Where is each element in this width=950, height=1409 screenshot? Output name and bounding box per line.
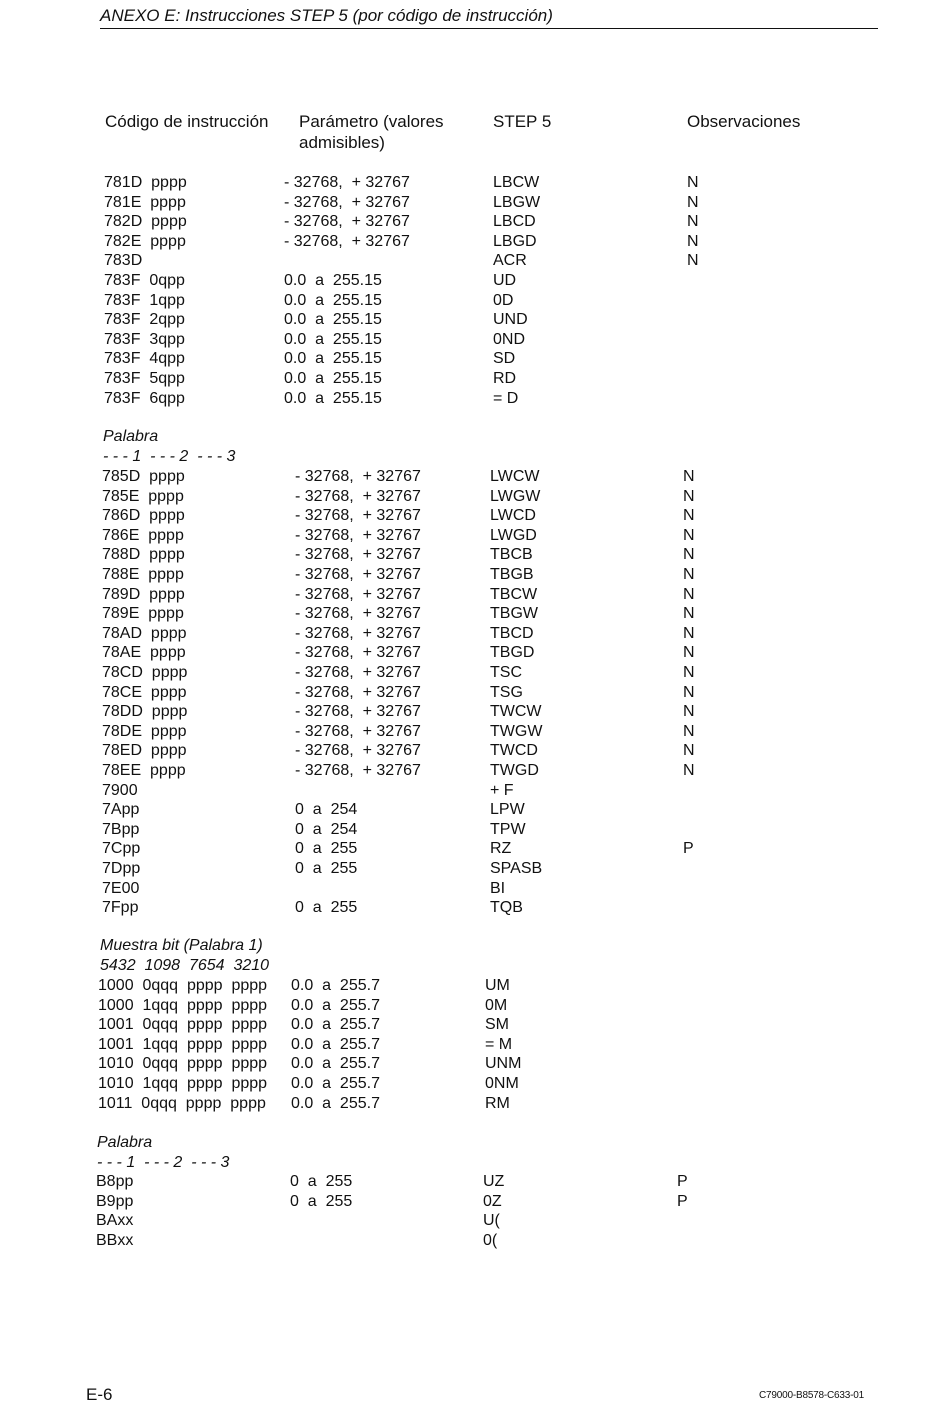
code-cell: 7Cpp <box>102 840 141 858</box>
obs-cell: N <box>683 566 695 583</box>
param-cell: 0.0 a 255.15 <box>284 330 382 348</box>
obs-cell: N <box>683 605 695 623</box>
param-cell: 0.0 a 255.15 <box>284 370 382 387</box>
step5-cell: UD <box>493 272 517 289</box>
step5-cell: TBGW <box>490 605 538 623</box>
column-header-code: Código de instrucción <box>105 112 269 131</box>
section-label-palabra: Palabra <box>103 428 159 445</box>
step5-cell: + F <box>490 781 514 799</box>
column-header-param-line2: admisibles) <box>299 133 385 152</box>
obs-cell: N <box>687 252 699 270</box>
table-row <box>0 741 950 761</box>
param-cell: 0.0 a 255.7 <box>291 1075 380 1092</box>
param-cell: - 32768, + 32767 <box>295 703 421 721</box>
code-cell: 78DD pppp <box>102 703 188 721</box>
code-cell: 1010 0qqq pppp pppp <box>98 1055 268 1073</box>
table-row <box>0 624 950 644</box>
param-cell: - 32768, + 32767 <box>284 213 410 231</box>
step5-cell: RD <box>493 370 517 387</box>
table-row <box>0 526 950 546</box>
step5-cell: TQB <box>490 899 523 917</box>
step5-cell: SM <box>485 1016 509 1034</box>
param-cell: - 32768, + 32767 <box>295 664 421 681</box>
param-cell: - 32768, + 32767 <box>295 487 421 505</box>
step5-cell: = M <box>485 1035 513 1053</box>
obs-cell: N <box>683 664 695 681</box>
step5-cell: TBCW <box>490 585 538 603</box>
obs-cell: N <box>683 624 695 642</box>
code-cell: 783F 0qpp <box>104 272 185 289</box>
step5-cell: UNM <box>485 1055 522 1073</box>
step5-cell: TPW <box>490 820 526 838</box>
step5-cell: 0Z <box>483 1192 502 1210</box>
step5-cell: TBGD <box>490 644 535 662</box>
table-row <box>0 330 950 350</box>
step5-cell: LBGW <box>493 193 541 211</box>
param-cell: 0.0 a 255.7 <box>291 1035 380 1053</box>
table-row <box>0 879 950 899</box>
table-row <box>0 1074 950 1094</box>
obs-cell: P <box>683 840 694 858</box>
code-cell: 7App <box>102 801 140 819</box>
table-row <box>0 173 950 193</box>
code-cell: 789E pppp <box>102 605 184 623</box>
document-number: C79000-B8578-C633-01 <box>759 1390 864 1401</box>
code-cell: 783D <box>104 252 143 270</box>
code-cell: 1001 1qqq pppp pppp <box>98 1035 268 1053</box>
param-cell: 0 a 255 <box>290 1173 353 1190</box>
obs-cell: N <box>683 722 695 740</box>
step5-cell: RM <box>485 1094 510 1112</box>
obs-cell: N <box>683 487 695 505</box>
step5-cell: = D <box>493 389 519 407</box>
section-label-bit-numbers: 5432 1098 7654 3210 <box>100 957 270 974</box>
param-cell: - 32768, + 32767 <box>295 566 421 583</box>
step5-cell: TWGW <box>490 722 543 740</box>
column-header-param <box>299 111 444 153</box>
step5-cell: TBCD <box>490 624 534 642</box>
step5-cell: TWCW <box>490 703 542 721</box>
step5-cell: TBGB <box>490 566 534 583</box>
code-cell: 785D pppp <box>102 468 185 485</box>
step5-cell: 0NM <box>485 1075 519 1092</box>
table-row <box>0 702 950 722</box>
table-row <box>0 1094 950 1114</box>
obs-cell: P <box>677 1192 688 1210</box>
code-cell: B8pp <box>96 1173 134 1190</box>
table-row <box>0 585 950 605</box>
code-cell: 1010 1qqq pppp pppp <box>98 1075 268 1092</box>
step5-cell: TWGD <box>490 762 539 779</box>
table-row <box>0 1054 950 1074</box>
table-row <box>0 232 950 252</box>
table-row <box>0 781 950 801</box>
table-row <box>0 291 950 311</box>
param-cell: - 32768, + 32767 <box>295 683 421 701</box>
code-cell: 78DE pppp <box>102 722 187 740</box>
table-row <box>0 506 950 526</box>
code-cell: 789D pppp <box>102 585 185 603</box>
table-row <box>0 643 950 663</box>
step5-cell: ACR <box>493 252 527 270</box>
obs-cell: N <box>683 644 695 662</box>
code-cell: 78AD pppp <box>102 624 187 642</box>
obs-cell: N <box>683 468 695 485</box>
obs-cell: N <box>683 546 695 564</box>
code-cell: 1000 1qqq pppp pppp <box>98 996 268 1014</box>
obs-cell: N <box>683 762 695 779</box>
code-cell: 78CE pppp <box>102 683 187 701</box>
step5-cell: TWCD <box>490 742 538 760</box>
param-cell: 0.0 a 255.15 <box>284 291 382 309</box>
table-row <box>0 487 950 507</box>
table-row <box>0 820 950 840</box>
code-cell: 781D pppp <box>104 174 187 191</box>
section-label-palabra-2: Palabra <box>97 1134 153 1151</box>
step5-cell: SD <box>493 350 516 368</box>
param-cell: 0.0 a 255.15 <box>284 311 382 329</box>
param-cell: 0.0 a 255.15 <box>284 272 382 289</box>
step5-cell: UM <box>485 977 510 994</box>
code-cell: 1001 0qqq pppp pppp <box>98 1016 268 1034</box>
param-cell: 0.0 a 255.7 <box>291 1094 380 1112</box>
obs-cell: N <box>687 213 699 231</box>
param-cell: 0.0 a 255.7 <box>291 1016 380 1034</box>
step5-cell: TBCB <box>490 546 533 564</box>
param-cell: 0.0 a 255.7 <box>291 977 380 994</box>
table-row <box>0 193 950 213</box>
obs-cell: N <box>687 193 699 211</box>
table-row <box>0 1192 950 1212</box>
param-cell: - 32768, + 32767 <box>284 193 410 211</box>
code-cell: 781E pppp <box>104 193 186 211</box>
param-cell: - 32768, + 32767 <box>284 174 410 191</box>
code-cell: 785E pppp <box>102 487 184 505</box>
param-cell: - 32768, + 32767 <box>284 232 410 250</box>
section-label-bit-pattern: Muestra bit (Palabra 1) <box>100 937 263 954</box>
param-cell: 0.0 a 255.15 <box>284 350 382 368</box>
table-row <box>0 663 950 683</box>
param-cell: - 32768, + 32767 <box>295 605 421 623</box>
table-row <box>0 722 950 742</box>
code-cell: 78AE pppp <box>102 644 186 662</box>
step5-cell: 0( <box>483 1231 498 1249</box>
code-cell: 783F 2qpp <box>104 311 185 329</box>
step5-cell: UND <box>493 311 528 329</box>
code-cell: 783F 5qpp <box>104 370 185 387</box>
step5-cell: LWGD <box>490 526 537 544</box>
step5-cell: LWCW <box>490 468 540 485</box>
table-row <box>0 271 950 291</box>
step5-cell: TSC <box>490 664 522 681</box>
column-header-step5: STEP 5 <box>493 112 552 131</box>
column-header-observaciones: Observaciones <box>687 112 801 131</box>
param-cell: - 32768, + 32767 <box>295 507 421 525</box>
code-cell: 7E00 <box>102 879 140 897</box>
code-cell: 786E pppp <box>102 526 184 544</box>
step5-cell: LBCD <box>493 213 536 231</box>
table-row <box>0 1231 950 1251</box>
step5-cell: BI <box>490 879 506 897</box>
table-row <box>0 976 950 996</box>
code-cell: 783F 3qpp <box>104 330 185 348</box>
param-cell: - 32768, + 32767 <box>295 762 421 779</box>
section-label-word-positions: - - - 1 - - - 2 - - - 3 <box>103 448 236 465</box>
table-row <box>0 251 950 271</box>
table-row <box>0 761 950 781</box>
table-row <box>0 859 950 879</box>
code-cell: 788E pppp <box>102 566 184 583</box>
table-row <box>0 1035 950 1055</box>
table-row <box>0 800 950 820</box>
code-cell: 782D pppp <box>104 213 187 231</box>
table-row <box>0 565 950 585</box>
code-cell: 78EE pppp <box>102 762 186 779</box>
obs-cell: N <box>687 232 699 250</box>
obs-cell: P <box>677 1173 688 1190</box>
param-cell: 0 a 255 <box>295 860 358 877</box>
param-cell: 0.0 a 255.7 <box>291 1055 380 1073</box>
obs-cell: N <box>683 507 695 525</box>
code-cell: 7Dpp <box>102 860 141 877</box>
obs-cell: N <box>683 742 695 760</box>
code-cell: 783F 6qpp <box>104 389 185 407</box>
step5-cell: 0ND <box>493 330 526 348</box>
table-row <box>0 604 950 624</box>
code-cell: BAxx <box>96 1212 134 1230</box>
table-row <box>0 369 950 389</box>
step5-cell: LWCD <box>490 507 536 525</box>
param-cell: - 32768, + 32767 <box>295 624 421 642</box>
code-cell: 1000 0qqq pppp pppp <box>98 977 268 994</box>
step5-cell: LPW <box>490 801 525 819</box>
step5-cell: TSG <box>490 683 523 701</box>
code-cell: 7Bpp <box>102 820 140 838</box>
code-cell: 7900 <box>102 781 138 799</box>
step5-cell: SPASB <box>490 860 543 877</box>
param-cell: - 32768, + 32767 <box>295 722 421 740</box>
page-number: E-6 <box>86 1385 113 1404</box>
param-cell: - 32768, + 32767 <box>295 526 421 544</box>
obs-cell: N <box>683 526 695 544</box>
obs-cell: N <box>687 174 699 191</box>
step5-cell: LBCW <box>493 174 540 191</box>
param-cell: 0 a 255 <box>290 1192 353 1210</box>
table-row <box>0 349 950 369</box>
code-cell: 7Fpp <box>102 899 139 917</box>
step5-cell: RZ <box>490 840 512 858</box>
code-cell: 783F 1qpp <box>104 291 185 309</box>
code-cell: 78ED pppp <box>102 742 187 760</box>
code-cell: B9pp <box>96 1192 134 1210</box>
code-cell: 782E pppp <box>104 232 186 250</box>
step5-cell: 0M <box>485 996 508 1014</box>
param-cell: - 32768, + 32767 <box>295 742 421 760</box>
param-cell: 0 a 255 <box>295 840 358 858</box>
column-header-param-line1: Parámetro (valores <box>299 112 444 131</box>
table-row <box>0 898 950 918</box>
table-row <box>0 683 950 703</box>
table-row <box>0 545 950 565</box>
step5-cell: 0D <box>493 291 514 309</box>
table-row <box>0 996 950 1016</box>
param-cell: 0 a 255 <box>295 899 358 917</box>
section-label-word-positions-2: - - - 1 - - - 2 - - - 3 <box>97 1154 230 1171</box>
table-row <box>0 310 950 330</box>
code-cell: 786D pppp <box>102 507 185 525</box>
table-row <box>0 389 950 409</box>
table-row <box>0 839 950 859</box>
table-row <box>0 1211 950 1231</box>
obs-cell: N <box>683 703 695 721</box>
code-cell: BBxx <box>96 1231 134 1249</box>
param-cell: 0.0 a 255.7 <box>291 996 380 1014</box>
obs-cell: N <box>683 683 695 701</box>
step5-cell: UZ <box>483 1173 505 1190</box>
param-cell: - 32768, + 32767 <box>295 585 421 603</box>
table-row <box>0 1015 950 1035</box>
param-cell: 0.0 a 255.15 <box>284 389 382 407</box>
param-cell: - 32768, + 32767 <box>295 644 421 662</box>
step5-cell: U( <box>483 1212 500 1230</box>
table-row <box>0 212 950 232</box>
code-cell: 783F 4qpp <box>104 350 185 368</box>
param-cell: - 32768, + 32767 <box>295 468 421 485</box>
step5-cell: LWGW <box>490 487 541 505</box>
code-cell: 788D pppp <box>102 546 185 564</box>
param-cell: 0 a 254 <box>295 820 358 838</box>
table-row <box>0 467 950 487</box>
code-cell: 78CD pppp <box>102 664 188 681</box>
table-row <box>0 1172 950 1192</box>
obs-cell: N <box>683 585 695 603</box>
param-cell: 0 a 254 <box>295 801 358 819</box>
step5-cell: LBGD <box>493 232 537 250</box>
code-cell: 1011 0qqq pppp pppp <box>98 1094 266 1112</box>
param-cell: - 32768, + 32767 <box>295 546 421 564</box>
page-header: ANEXO E: Instrucciones STEP 5 (por código de instrucción) <box>100 6 878 29</box>
